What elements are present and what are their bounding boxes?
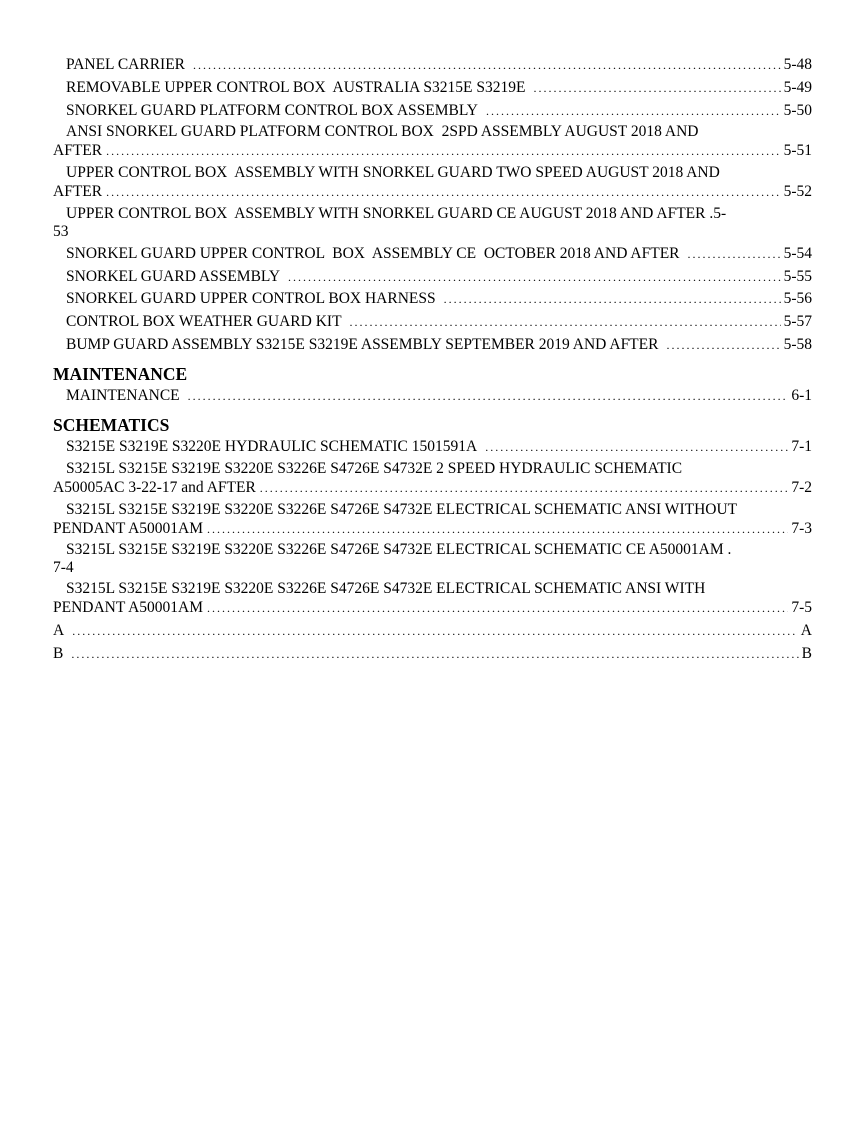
toc-entry-page: 6-1: [791, 386, 812, 404]
toc-entry-title-line2: AFTER: [53, 142, 103, 160]
leader-dots: [207, 519, 788, 539]
toc-entry-title-line2: PENDANT A50001AM: [53, 599, 203, 617]
toc-entry-title-line1: ANSI SNORKEL GUARD PLATFORM CONTROL BOX 2SPD ASSEMBLY AUGUST 2018 AND: [66, 123, 699, 141]
leader-dots: [207, 598, 788, 618]
toc-entry-title-line1: S3215L S3215E S3219E S3220E S3226E S4726E S4732E ELECTRICAL SCHEMATIC CE A50001AM .: [66, 541, 732, 559]
toc-entry-title-line2: 7-4: [53, 559, 74, 577]
section-heading-maintenance: MAINTENANCE: [53, 363, 188, 384]
toc-entry-weather-guard-kit[interactable]: [53, 312, 812, 332]
toc-entry-title-line2: AFTER: [53, 183, 103, 201]
toc-entry-2-speed-hydraulic-schematic[interactable]: [53, 460, 812, 498]
toc-entry-title: CONTROL BOX WEATHER GUARD KIT: [66, 313, 342, 331]
toc-entry-page: 5-56: [783, 290, 812, 308]
toc-entry-title: MAINTENANCE: [66, 386, 180, 404]
leader-dots: [193, 55, 781, 75]
toc-entry-page: 5-52: [783, 183, 812, 201]
toc-entry-title: PANEL CARRIER: [66, 56, 185, 73]
toc-entry-title: SNORKEL GUARD ASSEMBLY: [66, 267, 281, 285]
toc-entry-title: BUMP GUARD ASSEMBLY S3215E S3219E ASSEMBLY SEPTEMBER 2019 AND AFTER: [66, 335, 659, 353]
leader-dots: [350, 312, 781, 332]
leader-dots: [485, 437, 788, 457]
toc-entry-panel-carrier[interactable]: [53, 55, 812, 75]
section-heading-schematics: SCHEMATICS: [53, 414, 170, 435]
leader-dots: [71, 644, 798, 664]
leader-dots: [533, 78, 780, 98]
toc-entry-title-line1: UPPER CONTROL BOX ASSEMBLY WITH SNORKEL GUARD TWO SPEED AUGUST 2018 AND: [66, 164, 720, 182]
toc-entry-page: 5-49: [783, 78, 812, 96]
toc-entry-title-line2: 53: [53, 222, 69, 240]
toc-entry-title-line2: A50005AC 3-22-17 and AFTER: [53, 478, 256, 496]
toc-entry-title: SNORKEL GUARD UPPER CONTROL BOX HARNESS: [66, 290, 436, 308]
toc-entry-page: 7-5: [791, 599, 812, 617]
toc-entry-title: B: [53, 644, 64, 662]
toc-entry-page: 7-2: [791, 478, 812, 496]
toc-entry-title-line1: S3215L S3215E S3219E S3220E S3226E S4726E S4732E ELECTRICAL SCHEMATIC ANSI WITH: [66, 580, 706, 598]
leader-dots: [688, 244, 781, 264]
toc-entry-upper-control-box-two-speed[interactable]: [53, 164, 812, 202]
toc-entry-page: 5-51: [783, 142, 812, 160]
toc-entry-title-line1: S3215L S3215E S3219E S3220E S3226E S4726E S4732E ELECTRICAL SCHEMATIC ANSI WITHOUT: [66, 500, 738, 518]
leader-dots: [486, 101, 781, 121]
toc-entry-electrical-schematic-ce[interactable]: [53, 541, 812, 577]
toc-entry-page: 7-1: [791, 437, 812, 455]
toc-entry-title: A: [53, 621, 65, 639]
table-of-contents: [53, 55, 812, 667]
toc-entry-removable-upper-control-box[interactable]: [53, 78, 812, 98]
toc-entry-electrical-schematic-ansi-without-pendant[interactable]: [53, 501, 812, 539]
toc-entry-ansi-snorkel-guard-2spd[interactable]: [53, 123, 812, 161]
leader-dots: [260, 478, 789, 498]
toc-entry-snorkel-guard-harness[interactable]: [53, 289, 812, 309]
toc-entry-bump-guard-assembly[interactable]: [53, 335, 812, 355]
toc-entry-electrical-schematic-ansi-with-pendant[interactable]: [53, 580, 812, 618]
toc-entry-title-line1: UPPER CONTROL BOX ASSEMBLY WITH SNORKEL GUARD CE AUGUST 2018 AND AFTER .5-: [66, 204, 727, 222]
toc-entry-maintenance[interactable]: [53, 386, 812, 406]
toc-entry-a[interactable]: [53, 621, 812, 641]
leader-dots: [106, 182, 780, 202]
toc-entry-title-line2: PENDANT A50001AM: [53, 519, 203, 537]
leader-dots: [666, 335, 780, 355]
toc-entry-title: SNORKEL GUARD UPPER CONTROL BOX ASSEMBLY CE OCTOBER 2018 AND AFTER: [66, 244, 680, 262]
toc-entry-title: S3215E S3219E S3220E HYDRAULIC SCHEMATIC 1501591A: [66, 437, 478, 455]
toc-entry-snorkel-guard-upper-control-box-ce[interactable]: [53, 244, 812, 264]
toc-entry-title-line1: S3215L S3215E S3219E S3220E S3226E S4726E S4732E 2 SPEED HYDRAULIC SCHEMATIC: [66, 459, 683, 477]
toc-entry-page: B: [801, 644, 812, 662]
leader-dots: [188, 386, 789, 406]
toc-entry-page: 5-55: [783, 267, 812, 285]
leader-dots: [72, 621, 798, 641]
toc-entry-snorkel-guard-platform-control-box[interactable]: [53, 101, 812, 121]
toc-entry-upper-control-box-ce[interactable]: [53, 205, 812, 241]
toc-entry-page: 5-50: [783, 101, 812, 119]
toc-entry-page: 7-3: [791, 519, 812, 537]
toc-entry-b[interactable]: [53, 644, 812, 664]
toc-entry-page: 5-58: [783, 335, 812, 353]
leader-dots: [288, 267, 781, 287]
toc-entry-page: A: [800, 621, 812, 639]
toc-entry-page: 5-54: [783, 244, 812, 262]
toc-entry-title: REMOVABLE UPPER CONTROL BOX AUSTRALIA S3215E S3219E: [66, 78, 526, 96]
leader-dots: [444, 289, 781, 309]
toc-entry-page: 5-48: [783, 56, 812, 73]
toc-entry-hydraulic-schematic[interactable]: [53, 437, 812, 457]
toc-entry-page: 5-57: [783, 313, 812, 331]
toc-entry-title: SNORKEL GUARD PLATFORM CONTROL BOX ASSEMBLY: [66, 101, 478, 119]
leader-dots: [106, 141, 780, 161]
toc-entry-snorkel-guard-assembly[interactable]: [53, 267, 812, 287]
